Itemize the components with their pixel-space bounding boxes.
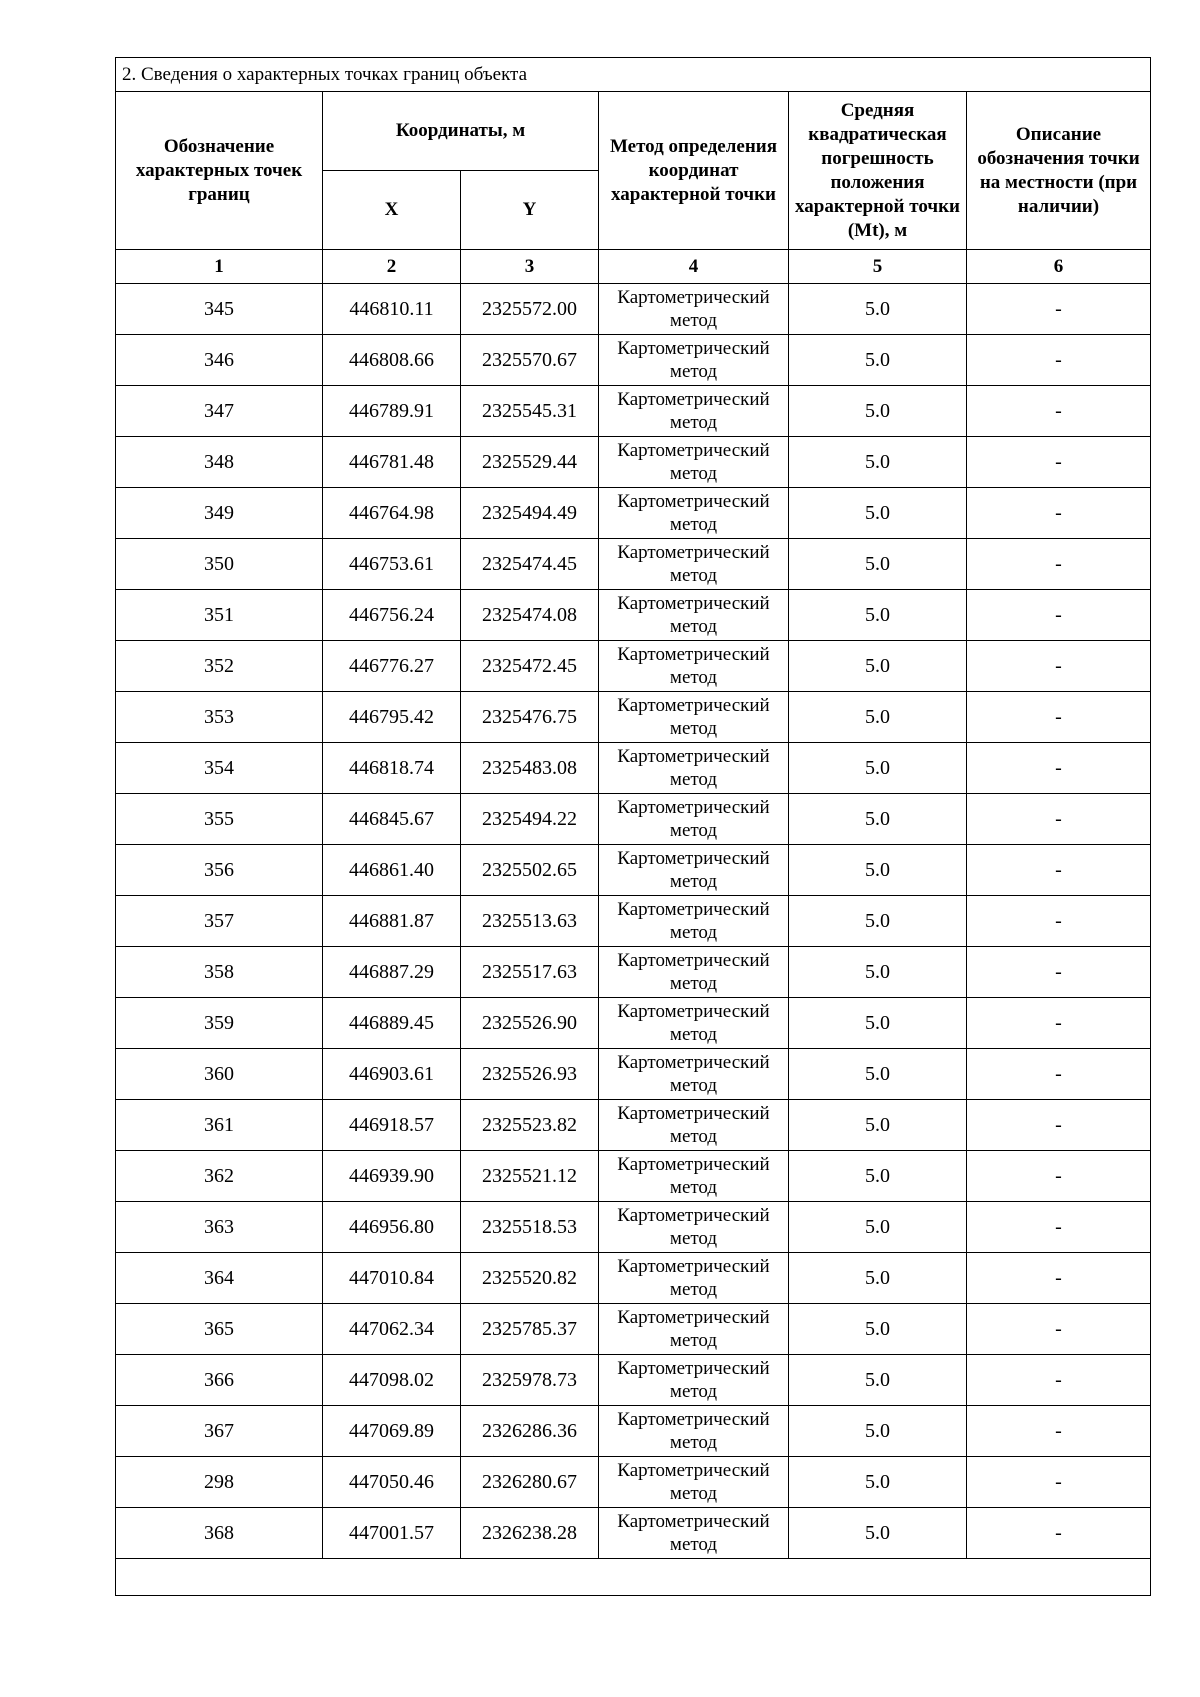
description-cell: - [967, 998, 1151, 1049]
document-page [115, 57, 1150, 1596]
method-cell: Картометрический метод [599, 437, 789, 488]
boundary-points-table [115, 57, 1151, 1596]
description-cell: - [967, 1406, 1151, 1457]
y-coordinate-cell: 2325476.75 [461, 692, 599, 743]
description-cell: - [967, 1049, 1151, 1100]
table-row [116, 437, 1151, 488]
method-cell: Картометрический метод [599, 845, 789, 896]
y-coordinate-cell: 2325474.08 [461, 590, 599, 641]
table-row [116, 335, 1151, 386]
y-coordinate-cell: 2325494.49 [461, 488, 599, 539]
y-coordinate-cell: 2325545.31 [461, 386, 599, 437]
header-x: X [323, 171, 461, 250]
method-cell: Картометрический метод [599, 488, 789, 539]
y-coordinate-cell: 2325572.00 [461, 284, 599, 335]
description-cell: - [967, 590, 1151, 641]
y-coordinate-cell: 2326280.67 [461, 1457, 599, 1508]
point-number-cell: 359 [116, 998, 323, 1049]
method-cell: Картометрический метод [599, 1202, 789, 1253]
point-number-cell: 360 [116, 1049, 323, 1100]
description-cell: - [967, 284, 1151, 335]
x-coordinate-cell: 447062.34 [323, 1304, 461, 1355]
point-number-cell: 358 [116, 947, 323, 998]
point-number-cell: 355 [116, 794, 323, 845]
x-coordinate-cell: 446764.98 [323, 488, 461, 539]
x-coordinate-cell: 446887.29 [323, 947, 461, 998]
y-coordinate-cell: 2325517.63 [461, 947, 599, 998]
method-cell: Картометрический метод [599, 1100, 789, 1151]
description-cell: - [967, 1355, 1151, 1406]
description-cell: - [967, 1508, 1151, 1559]
header-coords: Координаты, м [323, 92, 599, 171]
y-coordinate-cell: 2325529.44 [461, 437, 599, 488]
description-cell: - [967, 539, 1151, 590]
table-row [116, 896, 1151, 947]
method-cell: Картометрический метод [599, 1355, 789, 1406]
y-coordinate-cell: 2325785.37 [461, 1304, 599, 1355]
point-number-cell: 356 [116, 845, 323, 896]
x-coordinate-cell: 446776.27 [323, 641, 461, 692]
method-cell: Картометрический метод [599, 794, 789, 845]
x-coordinate-cell: 446753.61 [323, 539, 461, 590]
y-coordinate-cell: 2325523.82 [461, 1100, 599, 1151]
y-coordinate-cell: 2325472.45 [461, 641, 599, 692]
error-cell: 5.0 [789, 998, 967, 1049]
header-description: Описание обозначения точки на местности (при наличии) [967, 92, 1151, 250]
table-row [116, 1253, 1151, 1304]
y-coordinate-cell: 2326286.36 [461, 1406, 599, 1457]
method-cell: Картометрический метод [599, 896, 789, 947]
point-number-cell: 349 [116, 488, 323, 539]
point-number-cell: 362 [116, 1151, 323, 1202]
table-row [116, 743, 1151, 794]
x-coordinate-cell: 447050.46 [323, 1457, 461, 1508]
section-title: 2. Сведения о характерных точках границ объекта [116, 58, 1151, 92]
column-number: 4 [599, 250, 789, 284]
table-row [116, 1049, 1151, 1100]
point-number-cell: 351 [116, 590, 323, 641]
point-number-cell: 347 [116, 386, 323, 437]
column-number: 3 [461, 250, 599, 284]
x-coordinate-cell: 446810.11 [323, 284, 461, 335]
x-coordinate-cell: 446918.57 [323, 1100, 461, 1151]
error-cell: 5.0 [789, 1304, 967, 1355]
method-cell: Картометрический метод [599, 641, 789, 692]
point-number-cell: 367 [116, 1406, 323, 1457]
description-cell: - [967, 794, 1151, 845]
header-method: Метод определения координат характерной точки [599, 92, 789, 250]
description-cell: - [967, 386, 1151, 437]
method-cell: Картометрический метод [599, 743, 789, 794]
table-row [116, 1355, 1151, 1406]
method-cell: Картометрический метод [599, 1406, 789, 1457]
x-coordinate-cell: 446956.80 [323, 1202, 461, 1253]
error-cell: 5.0 [789, 1100, 967, 1151]
error-cell: 5.0 [789, 1202, 967, 1253]
error-cell: 5.0 [789, 437, 967, 488]
x-coordinate-cell: 446889.45 [323, 998, 461, 1049]
method-cell: Картометрический метод [599, 335, 789, 386]
description-cell: - [967, 1253, 1151, 1304]
x-coordinate-cell: 447098.02 [323, 1355, 461, 1406]
y-coordinate-cell: 2325978.73 [461, 1355, 599, 1406]
method-cell: Картометрический метод [599, 1049, 789, 1100]
y-coordinate-cell: 2325518.53 [461, 1202, 599, 1253]
error-cell: 5.0 [789, 692, 967, 743]
method-cell: Картометрический метод [599, 947, 789, 998]
error-cell: 5.0 [789, 335, 967, 386]
method-cell: Картометрический метод [599, 284, 789, 335]
error-cell: 5.0 [789, 794, 967, 845]
table-row [116, 590, 1151, 641]
table-row [116, 998, 1151, 1049]
x-coordinate-cell: 447010.84 [323, 1253, 461, 1304]
table-row [116, 1406, 1151, 1457]
column-numbers-row [116, 250, 1151, 284]
header-point: Обозначение характерных точек границ [116, 92, 323, 250]
error-cell: 5.0 [789, 743, 967, 794]
point-number-cell: 353 [116, 692, 323, 743]
point-number-cell: 348 [116, 437, 323, 488]
method-cell: Картометрический метод [599, 998, 789, 1049]
description-cell: - [967, 1202, 1151, 1253]
y-coordinate-cell: 2325526.93 [461, 1049, 599, 1100]
method-cell: Картометрический метод [599, 590, 789, 641]
column-number: 5 [789, 250, 967, 284]
table-row [116, 488, 1151, 539]
y-coordinate-cell: 2325474.45 [461, 539, 599, 590]
x-coordinate-cell: 447001.57 [323, 1508, 461, 1559]
error-cell: 5.0 [789, 1049, 967, 1100]
error-cell: 5.0 [789, 539, 967, 590]
point-number-cell: 361 [116, 1100, 323, 1151]
x-coordinate-cell: 446789.91 [323, 386, 461, 437]
error-cell: 5.0 [789, 1355, 967, 1406]
y-coordinate-cell: 2325483.08 [461, 743, 599, 794]
error-cell: 5.0 [789, 1253, 967, 1304]
point-number-cell: 364 [116, 1253, 323, 1304]
table-row [116, 692, 1151, 743]
description-cell: - [967, 1304, 1151, 1355]
method-cell: Картометрический метод [599, 1253, 789, 1304]
x-coordinate-cell: 446939.90 [323, 1151, 461, 1202]
point-number-cell: 298 [116, 1457, 323, 1508]
point-number-cell: 365 [116, 1304, 323, 1355]
x-coordinate-cell: 446903.61 [323, 1049, 461, 1100]
point-number-cell: 363 [116, 1202, 323, 1253]
error-cell: 5.0 [789, 1151, 967, 1202]
error-cell: 5.0 [789, 641, 967, 692]
error-cell: 5.0 [789, 488, 967, 539]
column-number: 1 [116, 250, 323, 284]
description-cell: - [967, 947, 1151, 998]
error-cell: 5.0 [789, 590, 967, 641]
table-row [116, 947, 1151, 998]
description-cell: - [967, 1100, 1151, 1151]
table-row [116, 1100, 1151, 1151]
point-number-cell: 352 [116, 641, 323, 692]
x-coordinate-cell: 447069.89 [323, 1406, 461, 1457]
method-cell: Картометрический метод [599, 1304, 789, 1355]
y-coordinate-cell: 2325520.82 [461, 1253, 599, 1304]
table-row [116, 1508, 1151, 1559]
x-coordinate-cell: 446756.24 [323, 590, 461, 641]
column-number: 6 [967, 250, 1151, 284]
point-number-cell: 350 [116, 539, 323, 590]
table-row [116, 1304, 1151, 1355]
description-cell: - [967, 845, 1151, 896]
y-coordinate-cell: 2325502.65 [461, 845, 599, 896]
error-cell: 5.0 [789, 896, 967, 947]
error-cell: 5.0 [789, 1508, 967, 1559]
y-coordinate-cell: 2325521.12 [461, 1151, 599, 1202]
x-coordinate-cell: 446861.40 [323, 845, 461, 896]
description-cell: - [967, 335, 1151, 386]
x-coordinate-cell: 446881.87 [323, 896, 461, 947]
point-number-cell: 357 [116, 896, 323, 947]
error-cell: 5.0 [789, 1457, 967, 1508]
column-number: 2 [323, 250, 461, 284]
table-row [116, 1202, 1151, 1253]
y-coordinate-cell: 2325526.90 [461, 998, 599, 1049]
table-row [116, 1457, 1151, 1508]
error-cell: 5.0 [789, 386, 967, 437]
error-cell: 5.0 [789, 284, 967, 335]
point-number-cell: 354 [116, 743, 323, 794]
table-row [116, 539, 1151, 590]
empty-footer-row [116, 1559, 1151, 1596]
method-cell: Картометрический метод [599, 539, 789, 590]
method-cell: Картометрический метод [599, 692, 789, 743]
table-row [116, 386, 1151, 437]
y-coordinate-cell: 2326238.28 [461, 1508, 599, 1559]
y-coordinate-cell: 2325494.22 [461, 794, 599, 845]
description-cell: - [967, 1457, 1151, 1508]
description-cell: - [967, 743, 1151, 794]
x-coordinate-cell: 446808.66 [323, 335, 461, 386]
description-cell: - [967, 692, 1151, 743]
header-error: Средняя квадратическая погрешность положения характерной точки (Mt), м [789, 92, 967, 250]
y-coordinate-cell: 2325513.63 [461, 896, 599, 947]
table-row [116, 1151, 1151, 1202]
y-coordinate-cell: 2325570.67 [461, 335, 599, 386]
method-cell: Картометрический метод [599, 1151, 789, 1202]
table-row [116, 794, 1151, 845]
x-coordinate-cell: 446795.42 [323, 692, 461, 743]
description-cell: - [967, 1151, 1151, 1202]
error-cell: 5.0 [789, 1406, 967, 1457]
error-cell: 5.0 [789, 947, 967, 998]
description-cell: - [967, 896, 1151, 947]
table-row [116, 284, 1151, 335]
description-cell: - [967, 488, 1151, 539]
method-cell: Картометрический метод [599, 1508, 789, 1559]
x-coordinate-cell: 446845.67 [323, 794, 461, 845]
point-number-cell: 345 [116, 284, 323, 335]
header-y: Y [461, 171, 599, 250]
table-row [116, 845, 1151, 896]
method-cell: Картометрический метод [599, 386, 789, 437]
table-body [116, 284, 1151, 1559]
description-cell: - [967, 437, 1151, 488]
error-cell: 5.0 [789, 845, 967, 896]
point-number-cell: 366 [116, 1355, 323, 1406]
description-cell: - [967, 641, 1151, 692]
point-number-cell: 346 [116, 335, 323, 386]
point-number-cell: 368 [116, 1508, 323, 1559]
method-cell: Картометрический метод [599, 1457, 789, 1508]
table-row [116, 641, 1151, 692]
x-coordinate-cell: 446781.48 [323, 437, 461, 488]
x-coordinate-cell: 446818.74 [323, 743, 461, 794]
